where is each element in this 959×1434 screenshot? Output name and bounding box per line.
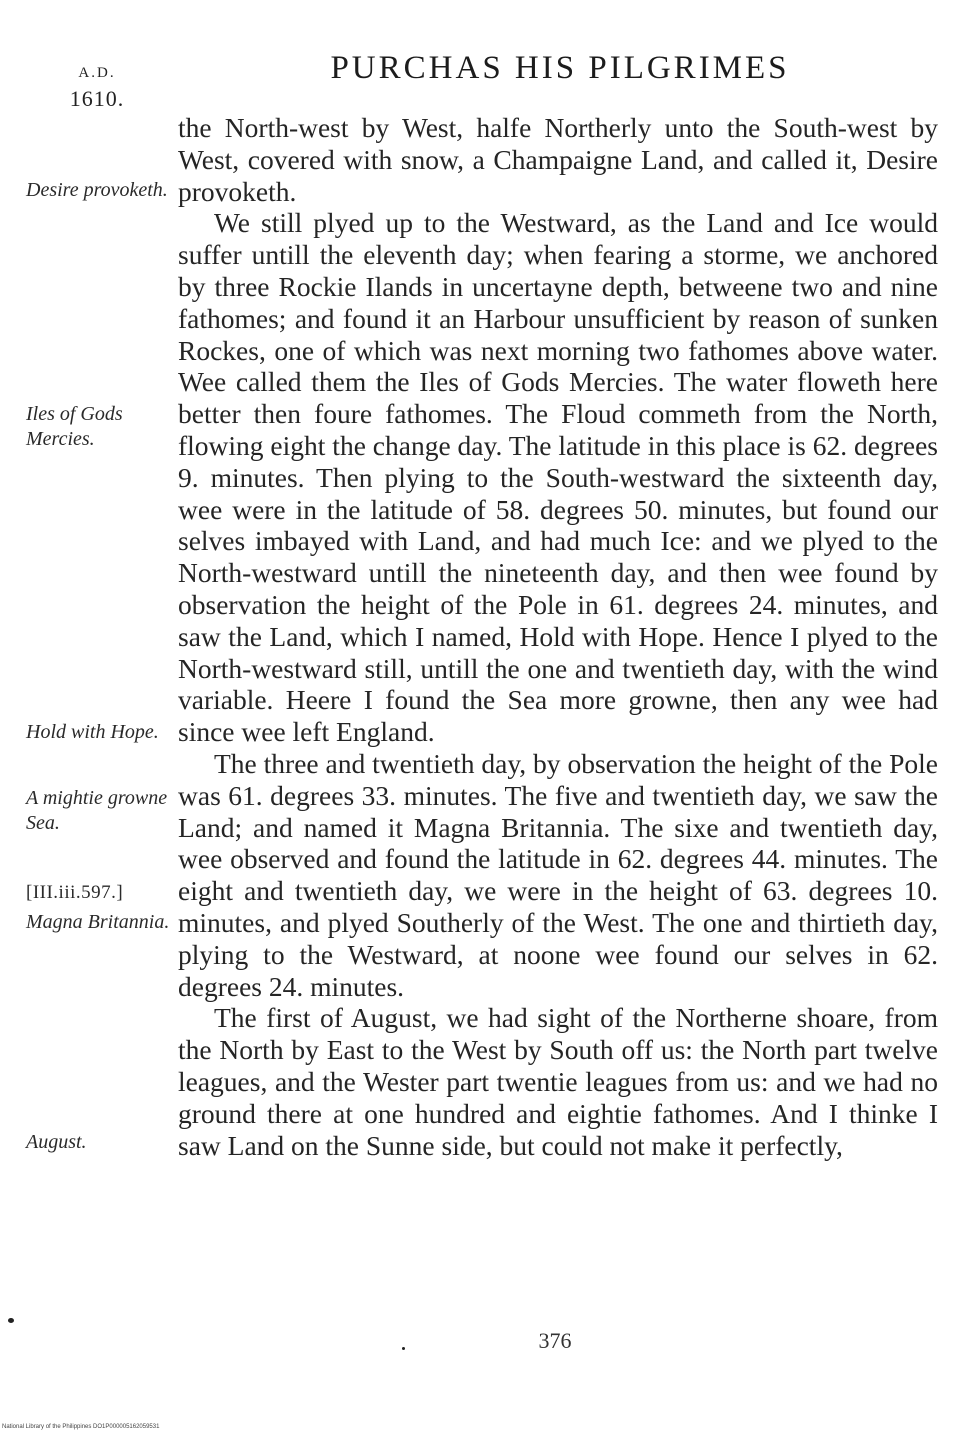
paragraph-4: The first of August, we had sight of the Northerne shoare, from the North by East to the West by South off us: the North part twelve leagues, and the Wester part twentie leagues from us: and we had no ground there at one hundred and eightie fathomes. And I thinke I saw Land on the Sunne side, but could not make it perfectly, (178, 1002, 938, 1161)
paragraph-1: the North-west by West, halfe Northerly unto the South-west by West, covered with snow, a Champaigne Land, and called it, Desire provoketh. (178, 112, 938, 207)
margin-note-august: August. (26, 1131, 87, 1153)
margin-note-desire: Desire provoketh. (26, 179, 168, 201)
scan-credit: National Library of the Philippines DO1P000005162059531 (2, 1424, 160, 1430)
scan-speck (8, 1318, 14, 1323)
margin-note-mightie: A mightie growne Sea. (26, 787, 168, 834)
paragraph-3: The three and twentieth day, by observation the height of the Pole was 61. degrees 33. minutes. The five and twentieth day, we saw the Land; and named it Magna Britannia. The sixe and twentieth day, wee observed and found the latitude in 62. degrees 44. minutes. The eight and twentieth day, we were in the height of 63. degrees 10. minutes, and plyed Southerly of the West. The one and thirtieth day, plying to the Westward, at noone wee found our selves in 62. degrees 24. minutes. (178, 747, 938, 1002)
margin-note-magna: Magna Britannia. (26, 911, 170, 933)
page-number: 376 (538, 1328, 572, 1353)
running-title: PURCHAS HIS PILGRIMES (330, 50, 790, 86)
scan-speck-small (402, 1347, 405, 1350)
margin-note-reference: [III.iii.597.] (26, 882, 124, 903)
paragraph-2: We still plyed up to the Westward, as the Land and Ice would suffer untill the eleventh day; when fearing a storme, we anchored by three Rockie Ilands in uncertayne depth, betweene two and nine fathomes; and found it an Harbour unsufficient by reason of sunken Rockes, one of which was next morning two fathomes above water. Wee called them the Iles of Gods Mercies. The water floweth here better then foure fathomes. The Floud commeth from the North, flowing eight the change day. The latitude in this place is 62. degrees 9. minutes. Then plying to the South-westward the sixteenth day, wee were in the latitude of 58. degrees 50. minutes, but found our selves imbayed with Land, and had much Ice: and we plyed to the North-westward untill the nineteenth day, and then wee found by observation the height of the Pole in 61. degrees 24. minutes, and saw the Land, which I named, Hold with Hope. Hence I plyed to the North-westward still, untill the one and twentieth day, with the wind variable. Heere I found the Sea more growne, then any wee had since wee left England. (178, 207, 938, 748)
header-year-block (62, 60, 132, 112)
margin-note-hold: Hold with Hope. (26, 721, 159, 743)
header-era: A.D. (78, 65, 116, 81)
body-text (178, 112, 938, 1161)
margin-note-iles: Iles of Gods Mercies. (26, 403, 123, 450)
header-year: 1610. (69, 86, 125, 111)
